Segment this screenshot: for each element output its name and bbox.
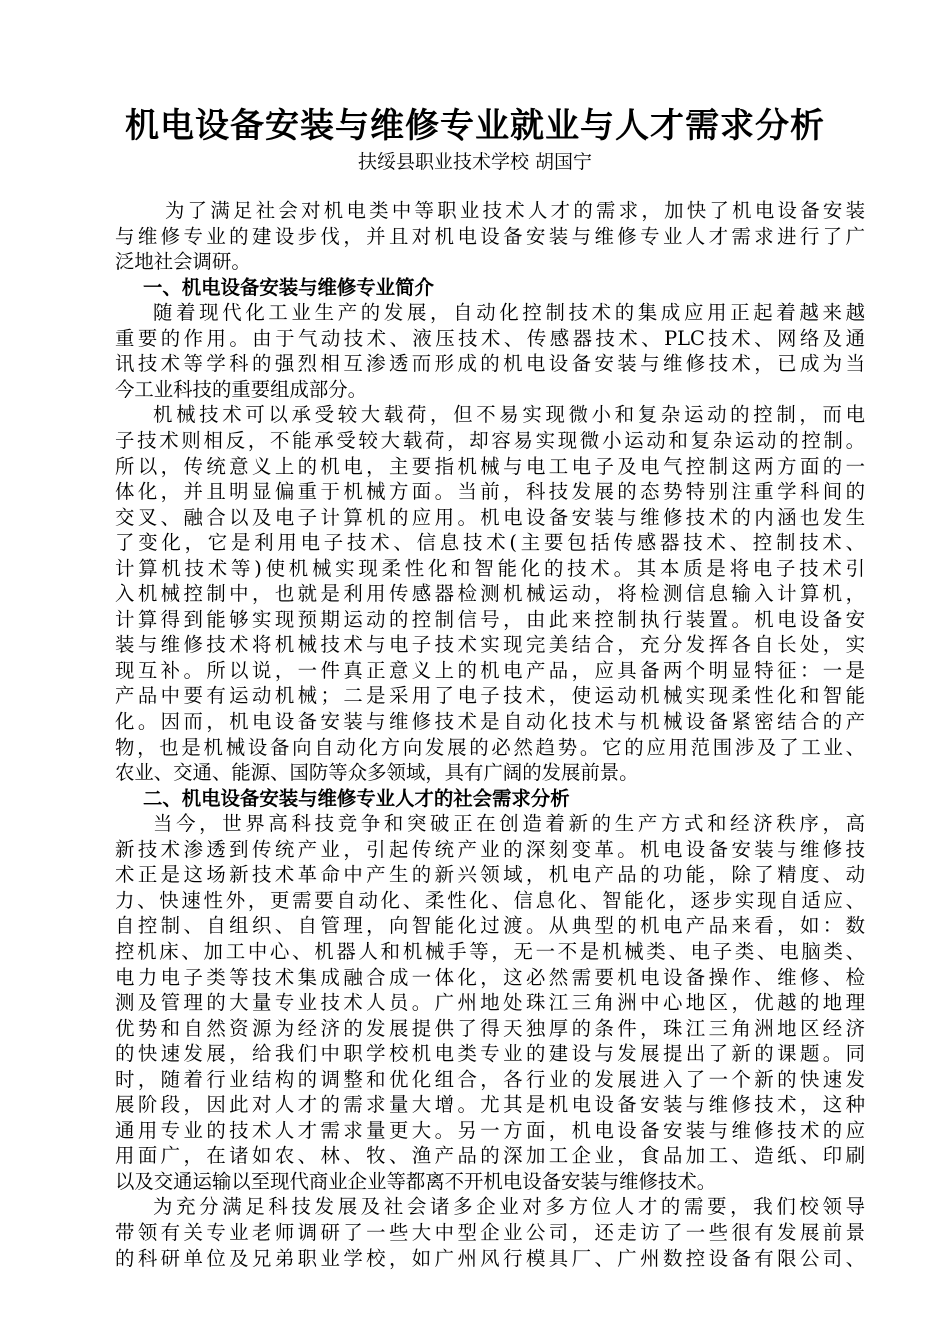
body-text-line: 的科研单位及兄弟职业学校，如广州风行模具厂、广州数控设备有限公司、 xyxy=(115,1246,865,1270)
body-text-line: 测及管理的大量专业技术人员。广州地处珠江三角洲中心地区，优越的地理 xyxy=(115,991,865,1015)
body-text-line: 用面广，在诸如农、林、牧、渔产品的深加工企业，食品加工、造纸、印刷 xyxy=(115,1144,865,1168)
body-text-line: 为充分满足科技发展及社会诸多企业对多方位人才的需要，我们校领导 xyxy=(153,1195,865,1219)
body-text-line: 计算得到能够实现预期运动的控制信号，由此来控制执行装置。机电设备安 xyxy=(115,607,865,631)
body-text-line: 电力电子类等技术集成融合成一体化，这必然需要机电设备操作、维修、检 xyxy=(115,965,865,989)
author-line: 扶绥县职业技术学校 胡国宁 xyxy=(357,151,593,173)
body-text-line: 讯技术等学科的强烈相互渗透而形成的机电设备安装与维修技术，已成为当 xyxy=(115,352,865,376)
body-text-line: 随着现代化工业生产的发展，自动化控制技术的集成应用正起着越来越 xyxy=(153,301,865,325)
body-text-line: 入机械控制中，也就是利用传感器检测机械运动，将检测信息输入计算机， xyxy=(115,582,865,606)
body-text-line: 优势和自然资源为经济的发展提供了得天独厚的条件，珠江三角洲地区经济 xyxy=(115,1016,865,1040)
body-text-line: 交叉、融合以及电子计算机的应用。机电设备安装与维修技术的内涵也发生 xyxy=(115,505,865,529)
body-text-line: 为了满足社会对机电类中等职业技术人才的需求，加快了机电设备安装 xyxy=(165,199,865,222)
body-text-line: 当今，世界高科技竞争和突破正在创造着新的生产方式和经济秩序，高 xyxy=(153,812,865,836)
body-text-line: 与维修专业的建设步伐，并且对机电设备安装与维修专业人才需求进行了广 xyxy=(115,224,865,248)
body-text-line: 产品中要有运动机械；二是采用了电子技术，使运动机械实现柔性化和智能 xyxy=(115,684,865,708)
body-text-line: 体化，并且明显偏重于机械方面。当前，科技发展的态势特别注重学科间的 xyxy=(115,480,865,504)
body-text-line: 装与维修技术将机械技术与电子技术实现完美结合，充分发挥各自长处，实 xyxy=(115,633,865,657)
body-text-line: 所以，传统意义上的机电，主要指机械与电工电子及电气控制这两方面的一 xyxy=(115,454,865,478)
body-text-line: 展阶段，因此对人才的需求量大增。尤其是机电设备安装与维修技术，这种 xyxy=(115,1093,865,1117)
body-text-line: 了变化，它是利用电子技术、信息技术(主要包括传感器技术、控制技术、 xyxy=(115,531,865,555)
body-text-line: 化。因而，机电设备安装与维修技术是自动化技术与机械设备紧密结合的产 xyxy=(115,710,865,733)
page-title: 机电设备安装与维修专业就业与人才需求分析 xyxy=(125,106,825,146)
body-text-line: 机械技术可以承受较大载荷，但不易实现微小和复杂运动的控制，而电 xyxy=(153,403,865,427)
body-text-line: 农业、交通、能源、国防等众多领域，具有广阔的发展前景。 xyxy=(115,761,639,785)
section-heading: 一、机电设备安装与维修专业简介 xyxy=(143,275,434,299)
body-text-line: 控机床、加工中心、机器人和机械手等，无一不是机械类、电子类、电脑类、 xyxy=(115,939,865,963)
body-text-line: 自控制、自组织、自管理，向智能化过渡。从典型的机电产品来看，如：数 xyxy=(115,914,865,938)
body-text-line: 术正是这场新技术革命中产生的新兴领域，机电产品的功能，除了精度、动 xyxy=(115,863,865,887)
body-text-line: 子技术则相反，不能承受较大载荷，却容易实现微小运动和复杂运动的控制。 xyxy=(115,428,865,452)
body-text-line: 时，随着行业结构的调整和优化组合，各行业的发展进入了一个新的快速发 xyxy=(115,1067,865,1091)
body-text-line: 泛地社会调研。 xyxy=(115,250,251,274)
body-text-line: 力、快速性外，更需要自动化、柔性化、信息化、智能化，逐步实现自适应、 xyxy=(115,888,865,912)
body-text-line: 计算机技术等)使机械实现柔性化和智能化的技术。其本质是将电子技术引 xyxy=(115,556,865,580)
body-text-line: 今工业科技的重要组成部分。 xyxy=(115,377,368,401)
body-text-line: 带领有关专业老师调研了一些大中型企业公司，还走访了一些很有发展前景 xyxy=(115,1221,865,1244)
body-text-line: 通用专业的技术人才需求量更大。另一方面，机电设备安装与维修技术的应 xyxy=(115,1118,865,1142)
body-text-line: 现互补。所以说，一件真正意义上的机电产品，应具备两个明显特征：一是 xyxy=(115,658,865,682)
body-text-line: 的快速发展，给我们中职学校机电类专业的建设与发展提出了新的课题。同 xyxy=(115,1042,865,1066)
body-text-line: 重要的作用。由于气动技术、液压技术、传感器技术、PLC技术、网络及通 xyxy=(115,326,865,350)
body-text-line: 物，也是机械设备向自动化方向发展的必然趋势。它的应用范围涉及了工业、 xyxy=(115,735,865,759)
body-text-line: 以及交通运输以至现代商业企业等都离不开机电设备安装与维修技术。 xyxy=(115,1169,717,1193)
body-text-line: 新技术渗透到传统产业，引起传统产业的深刻变革。机电设备安装与维修技 xyxy=(115,837,865,861)
section-heading: 二、机电设备安装与维修专业人才的社会需求分析 xyxy=(143,786,570,810)
